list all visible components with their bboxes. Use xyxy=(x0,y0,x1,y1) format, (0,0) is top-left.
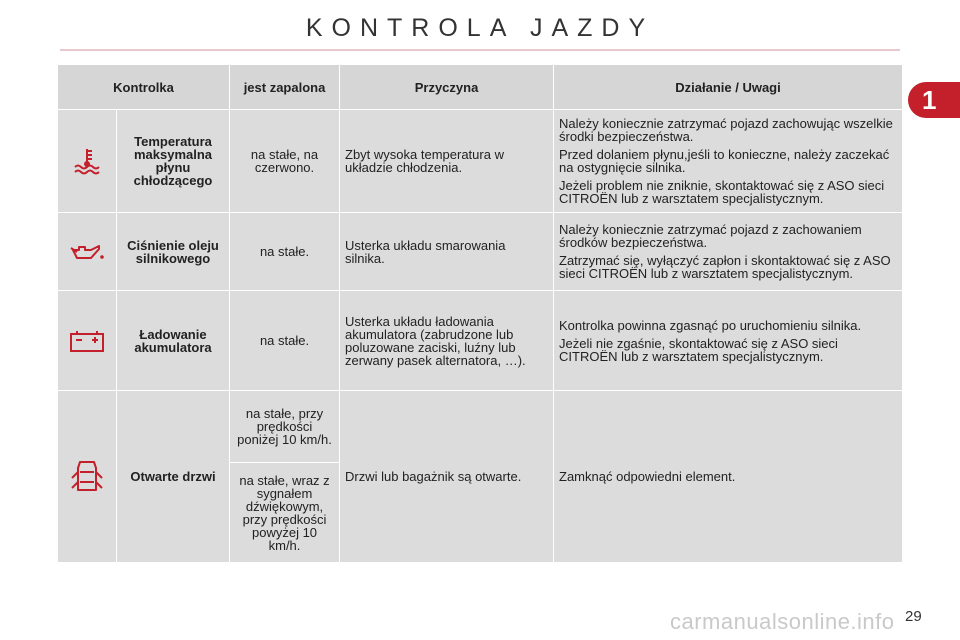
chapter-tab[interactable]: 1 xyxy=(908,82,960,118)
table-row xyxy=(58,213,903,291)
action-text: Należy koniecznie zatrzymać pojazd zachowując wszelkie środki bezpieczeństwa. xyxy=(559,116,893,144)
col-header-action: Działanie / Uwagi xyxy=(554,65,903,110)
table-header-row xyxy=(58,65,903,110)
col-header-state: jest zapalona xyxy=(230,65,340,110)
watermark: carmanualsonline.info xyxy=(670,609,895,634)
coolant-temperature-icon xyxy=(58,110,117,213)
indicator-action xyxy=(554,213,903,291)
action-text: Kontrolka powinna zgasnąć po uruchomieniu silnika. xyxy=(559,317,862,333)
title-divider xyxy=(60,49,900,51)
indicator-name: Otwarte drzwi xyxy=(117,391,230,563)
indicator-name: Temperatura maksymalna płynu chłodzącego xyxy=(117,110,230,213)
table-row xyxy=(58,110,903,213)
indicator-cause: Usterka układu ładowania akumulatora (zabrudzone lub poluzowane zaciski, luźny lub zerwany pasek alternatora, …). xyxy=(340,291,554,391)
indicator-cause: Zbyt wysoka temperatura w układzie chłodzenia. xyxy=(340,110,554,213)
indicator-cause: Drzwi lub bagażnik są otwarte. xyxy=(340,391,554,563)
col-header-indicator: Kontrolka xyxy=(58,65,230,110)
table-row xyxy=(58,291,903,391)
action-text: Zatrzymać się, wyłączyć zapłon i skontaktować się z ASO sieci CITROËN lub z warsztatem specjalistycznym. xyxy=(559,253,891,281)
indicator-state: na stałe, na czerwono. xyxy=(230,110,340,213)
indicator-action xyxy=(554,110,903,213)
table-row xyxy=(58,391,903,463)
indicator-state: na stałe, przy prędkości poniżej 10 km/h. xyxy=(230,391,340,463)
action-text: Jeżeli nie zgaśnie, skontaktować się z ASO sieci CITROËN lub z warsztatem specjalistycznym. xyxy=(559,335,838,364)
indicator-state: na stałe. xyxy=(230,213,340,291)
indicator-action xyxy=(554,391,903,563)
indicator-action xyxy=(554,291,903,391)
warning-lights-table xyxy=(57,64,903,563)
door-open-icon xyxy=(58,391,117,563)
indicator-name: Ładowanie akumulatora xyxy=(117,291,230,391)
indicator-name: Ciśnienie oleju silnikowego xyxy=(117,213,230,291)
action-text: Należy koniecznie zatrzymać pojazd z zachowaniem środków bezpieczeństwa. xyxy=(559,222,862,250)
page-title: KONTROLA JAZDY xyxy=(305,14,655,42)
page-number: 29 xyxy=(905,608,922,625)
oil-pressure-icon xyxy=(58,213,117,291)
indicator-state: na stałe. xyxy=(230,291,340,391)
indicator-state: na stałe, wraz z sygnałem dźwiękowym, przy prędkości powyżej 10 km/h. xyxy=(230,463,340,563)
col-header-cause: Przyczyna xyxy=(340,65,554,110)
indicator-cause: Usterka układu smarowania silnika. xyxy=(340,213,554,291)
action-text: Jeżeli problem nie zniknie, skontaktować się z ASO sieci CITROËN lub z warsztatem specjalistycznym. xyxy=(559,178,885,206)
action-text: Przed dolaniem płynu,jeśli to konieczne, należy zaczekać na ostygnięcie silnika. xyxy=(559,147,890,175)
battery-charge-icon xyxy=(58,291,117,391)
action-text: Zamknąć odpowiedni element. xyxy=(559,469,736,484)
